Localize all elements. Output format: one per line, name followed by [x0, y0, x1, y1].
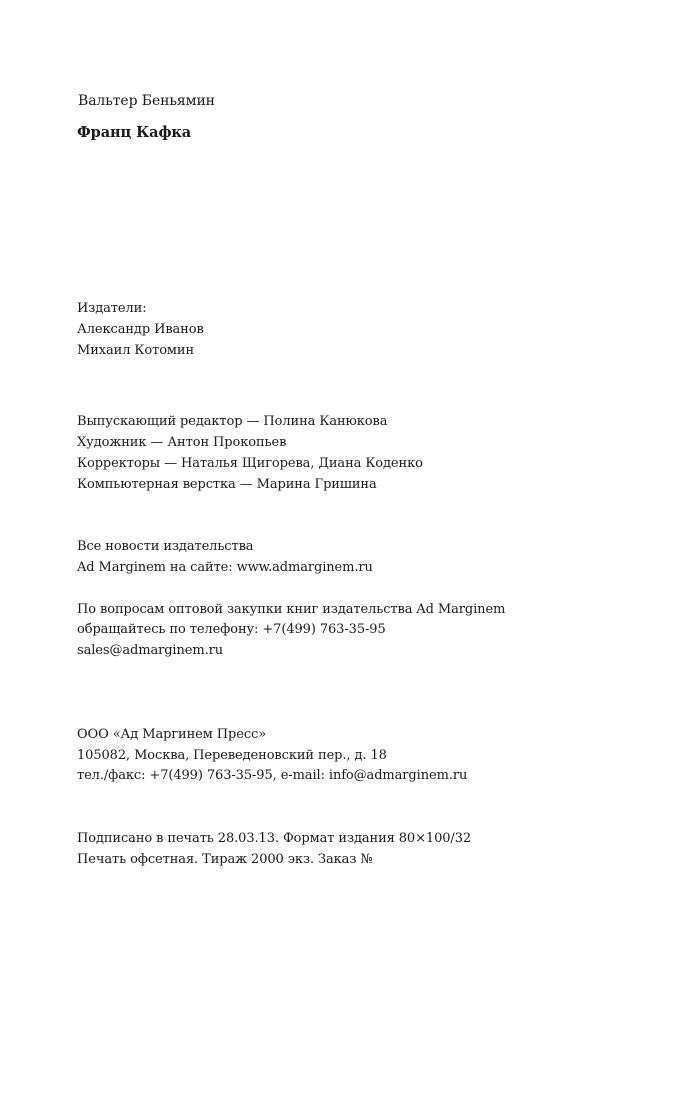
company-name: ООО «Ад Маргинем Пресс»: [77, 727, 267, 742]
wholesale-text: По вопросам оптовой закупки книг издательства Ad Marginem: [77, 602, 506, 617]
publisher-name: Михаил Котомин: [77, 343, 195, 358]
author-name: Вальтер Беньямин: [78, 93, 215, 109]
credit-layout: Компьютерная верстка — Марина Гришина: [77, 477, 377, 492]
wholesale-email: sales@admarginem.ru: [77, 643, 224, 658]
print-run: Печать офсетная. Тираж 2000 экз. Заказ №: [77, 852, 373, 867]
news-text: Все новости издательства: [77, 539, 254, 554]
publishers-heading: Издатели:: [77, 301, 147, 316]
print-info: Подписано в печать 28.03.13. Формат издания 80×100/32: [77, 831, 472, 846]
book-title: Франц Кафка: [77, 124, 192, 141]
news-website: Ad Marginem на сайте: www.admarginem.ru: [77, 560, 373, 575]
wholesale-phone: обращайтесь по телефону: +7(499) 763-35-95: [77, 622, 386, 637]
credit-artist: Художник — Антон Прокопьев: [77, 435, 287, 450]
credit-proofreaders: Корректоры — Наталья Щигорева, Диана Коденко: [77, 456, 423, 471]
publisher-name: Александр Иванов: [77, 322, 204, 337]
company-address: 105082, Москва, Переведеновский пер., д. 18: [77, 748, 387, 763]
company-contacts: тел./факс: +7(499) 763-35-95, e-mail: info@admarginem.ru: [77, 768, 468, 783]
credit-editor: Выпускающий редактор — Полина Канюкова: [77, 414, 388, 429]
